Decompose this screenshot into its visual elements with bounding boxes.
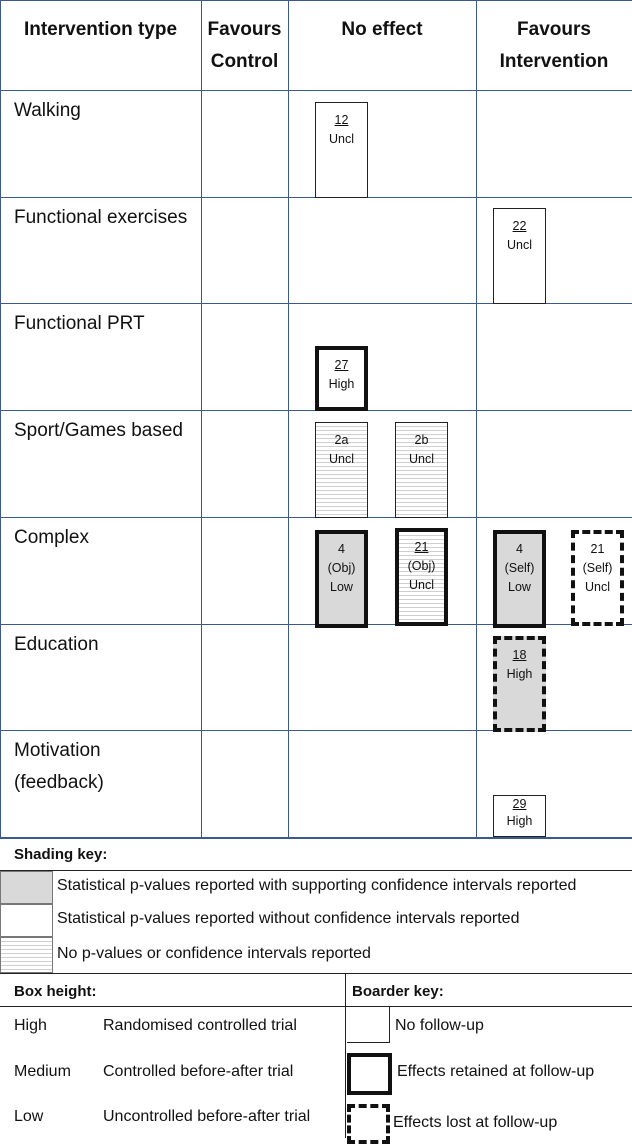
border-key-text: No follow-up bbox=[395, 1017, 484, 1034]
shading-key-title: Shading key: bbox=[14, 846, 108, 863]
row-label-education: Education bbox=[14, 634, 99, 655]
border-swatch-dashed bbox=[347, 1104, 390, 1144]
study-quality: Uncl bbox=[408, 452, 434, 466]
study-number: 4 bbox=[516, 542, 523, 556]
shading-key-text: Statistical p-values reported with supporting confidence intervals reported bbox=[57, 877, 577, 894]
grid-line bbox=[0, 90, 632, 91]
study-box-sport-2b bbox=[395, 422, 448, 518]
key-divider bbox=[0, 870, 632, 871]
key-divider bbox=[0, 973, 632, 974]
study-number: 12 bbox=[334, 113, 349, 127]
grid-line bbox=[288, 0, 289, 838]
row-label-functional-prt: Functional PRT bbox=[14, 313, 145, 334]
study-box-motivation bbox=[493, 795, 546, 837]
box-height-text: Randomised controlled trial bbox=[103, 1017, 297, 1034]
study-quality: High bbox=[328, 377, 355, 391]
row-label-sport-games: Sport/Games based bbox=[14, 420, 183, 441]
study-quality: Low bbox=[330, 580, 353, 594]
row-label-walking: Walking bbox=[14, 100, 81, 121]
study-box-complex-21-obj bbox=[395, 528, 448, 626]
box-height-text: Uncontrolled before-after trial bbox=[103, 1108, 311, 1125]
key-divider bbox=[0, 1006, 632, 1007]
study-number: 29 bbox=[512, 797, 527, 811]
study-box-education bbox=[493, 636, 546, 732]
box-height-key-title: Box height: bbox=[14, 983, 97, 1000]
study-measure: (Self) bbox=[504, 561, 535, 575]
key-divider bbox=[345, 973, 346, 1138]
study-quality: Low bbox=[508, 580, 531, 594]
header-intervention-type: Intervention type bbox=[23, 19, 178, 40]
study-box-walking bbox=[315, 102, 368, 198]
grid-line bbox=[201, 0, 202, 838]
study-measure: (Obj) bbox=[407, 559, 436, 573]
study-number: 21 bbox=[590, 542, 605, 556]
header-favours-control: Favours Control bbox=[207, 19, 282, 72]
study-number: 4 bbox=[338, 542, 345, 556]
row-label-functional-exercises: Functional exercises bbox=[14, 207, 188, 228]
study-quality: Uncl bbox=[506, 238, 532, 252]
study-quality: Uncl bbox=[328, 452, 354, 466]
shading-key-text: No p-values or confidence intervals reported bbox=[57, 945, 371, 962]
study-number: 2a bbox=[334, 433, 349, 447]
border-key-text: Effects retained at follow-up bbox=[397, 1063, 595, 1080]
study-quality: High bbox=[506, 667, 533, 681]
border-swatch-thick bbox=[347, 1053, 392, 1095]
shading-swatch-grey bbox=[0, 871, 53, 904]
grid-line bbox=[0, 837, 632, 839]
header-no-effect: No effect bbox=[341, 19, 423, 40]
study-box-complex-4-obj bbox=[315, 530, 368, 628]
box-height-level: Low bbox=[14, 1108, 44, 1125]
grid-line bbox=[0, 0, 632, 1]
border-swatch-thin bbox=[347, 1007, 390, 1043]
grid-line bbox=[476, 0, 477, 838]
study-box-functional-exercises bbox=[493, 208, 546, 304]
study-quality: High bbox=[506, 814, 533, 828]
study-box-complex-21-self bbox=[571, 530, 624, 626]
shading-swatch-white bbox=[0, 904, 53, 937]
study-number: 21 bbox=[414, 540, 429, 554]
study-measure: (Obj) bbox=[327, 561, 356, 575]
header-favours-intervention: Favours Intervention bbox=[499, 19, 609, 72]
box-height-level: High bbox=[14, 1017, 47, 1034]
study-number: 18 bbox=[512, 648, 527, 662]
study-quality: Uncl bbox=[584, 580, 610, 594]
row-label-complex: Complex bbox=[14, 527, 89, 548]
grid-line bbox=[0, 0, 1, 838]
box-height-level: Medium bbox=[14, 1063, 71, 1080]
study-number: 22 bbox=[512, 219, 527, 233]
row-label-motivation: Motivation (feedback) bbox=[14, 740, 104, 793]
study-quality: Uncl bbox=[328, 132, 354, 146]
border-key-title: Boarder key: bbox=[352, 983, 444, 1000]
border-key-text: Effects lost at follow-up bbox=[393, 1114, 558, 1131]
shading-key-text: Statistical p-values reported without confidence intervals reported bbox=[57, 910, 520, 927]
study-box-complex-4-self bbox=[493, 530, 546, 628]
study-number: 2b bbox=[414, 433, 429, 447]
study-number: 27 bbox=[334, 358, 349, 372]
shading-swatch-striped bbox=[0, 937, 53, 973]
study-quality: Uncl bbox=[408, 578, 434, 592]
study-measure: (Self) bbox=[582, 561, 613, 575]
study-box-functional-prt bbox=[315, 346, 368, 411]
box-height-text: Controlled before-after trial bbox=[103, 1063, 294, 1080]
study-box-sport-2a bbox=[315, 422, 368, 518]
